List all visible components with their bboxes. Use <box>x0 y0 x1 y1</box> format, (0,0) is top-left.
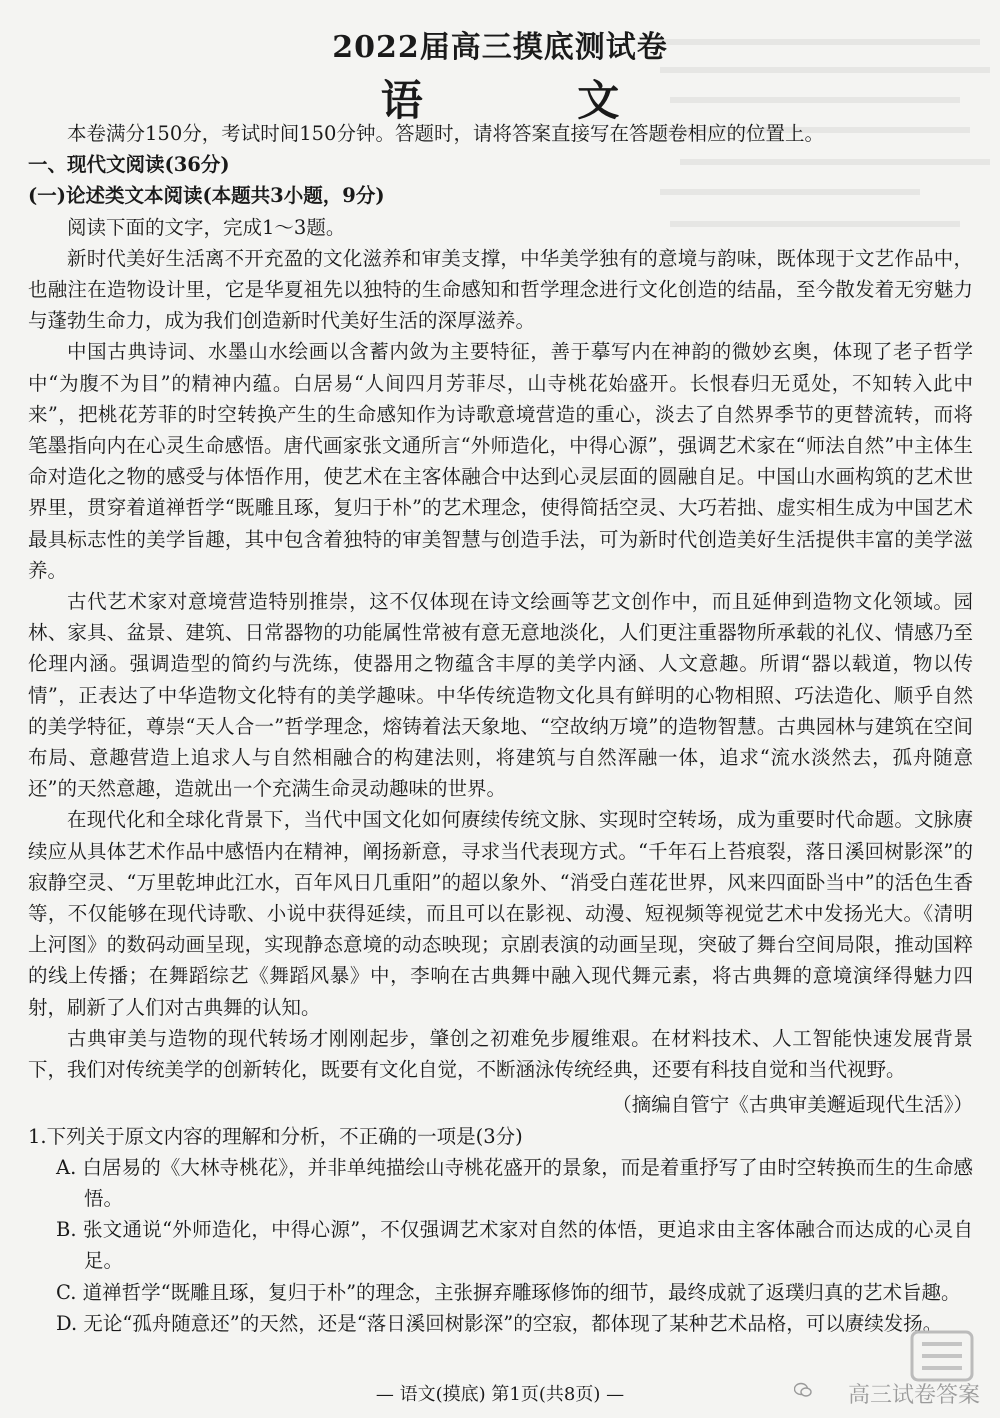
subject-title: 语 文 <box>380 76 690 125</box>
watermark-label: 高三试卷答案 <box>847 1383 980 1408</box>
section-heading: 一、现代文阅读(36分) <box>28 153 230 177</box>
passage-paragraph: 新时代美好生活离不开充盈的文化滋养和审美支撑，中华美学独有的意境与韵味，既体现于文艺作品中，也融注在造物设计里，它是华夏祖先以独特的生命感知和哲学理念进行文化创造的结晶，至今散发着无穷魅力与蓬勃生命力，成为我们创造新时代美好生活的深厚滋养。 <box>28 246 973 333</box>
passage-source: （摘编自管宁《古典审美邂逅现代生活》） <box>612 1093 973 1117</box>
exam-title: 2022届高三摸底测试卷 <box>332 30 668 65</box>
passage-paragraph: 古典审美与造物的现代转场才刚刚起步，肇创之初难免步履维艰。在材料技术、人工智能快速发展背景下，我们对传统美学的创新转化，既要有文化自觉，不断涵泳传统经典，还要有科技自觉和当代视野。 <box>28 1026 973 1082</box>
question-stem: 1.下列关于原文内容的理解和分析，不正确的一项是(3分) <box>28 1124 523 1148</box>
wechat-icon <box>794 1382 812 1398</box>
page-footer: — 语文(摸底) 第1页(共8页) — <box>375 1384 625 1405</box>
passage-paragraph: 在现代化和全球化背景下，当代中国文化如何赓续传统文脉、实现时空转场，成为重要时代命题。文脉赓续应从具体艺术作品中感悟内在精神，阐扬新意，寻求当代表现方式。“千年石上苔痕裂，落日溪回树影深”的寂静空灵、“万里乾坤此江水，百年风日几重阳”的超以象外、“消受白莲花世界，风来四面卧当中”的活色生香等，不仅能够在现代诗歌、小说中获得延续，而且可以在影视、动漫、短视频等视觉艺术中发扬光大。《清明上河图》的数码动画呈现，实现静态意境的动态映现；京剧表演的动画呈现，突破了舞台空间局限，推动国粹的线上传播；在舞蹈综艺《舞蹈风暴》中，李响在古典舞中融入现代舞元素，将古典舞的意境演绎得魅力四射，刷新了人们对古典舞的认知。 <box>28 808 973 1019</box>
question-option-b: B. 张文通说“外师造化，中得心源”，不仅强调艺术家对自然的体悟，更追求由主客体融合而达成的心灵自足。 <box>56 1218 973 1273</box>
subsection-heading: (一)论述类文本阅读(本题共3小题，9分) <box>28 184 385 208</box>
instructions: 本卷满分150分，考试时间150分钟。答题时，请将答案直接写在答题卷相应的位置上。 <box>67 122 824 145</box>
exam-body <box>28 118 973 1339</box>
question-option-a: A. 白居易的《大林寺桃花》，并非单纯描绘山寺桃花盛开的景象，而是着重抒写了由时空转换而生的生命感悟。 <box>56 1155 973 1210</box>
reading-prompt: 阅读下面的文字，完成1～3题。 <box>67 215 346 239</box>
question-option-c: C. 道禅哲学“既雕且琢，复归于朴”的理念，主张摒弃雕琢修饰的细节，最终成就了返璞归真的艺术旨趣。 <box>56 1280 961 1304</box>
question-option-d: D. 无论“孤舟随意还”的天然，还是“落日溪回树影深”的空寂，都体现了某种艺术品格，可以赓续发扬。 <box>56 1311 943 1335</box>
passage-paragraph: 古代艺术家对意境营造特别推崇，这不仅体现在诗文绘画等艺文创作中，而且延伸到造物文化领域。园林、家具、盆景、建筑、日常器物的功能属性常被有意无意地淡化，人们更注重器物所承载的礼仪、情感乃至伦理内涵。强调造型的简约与洗练，使器用之物蕴含丰厚的美学内涵、人文意趣。所谓“器以载道，物以传情”，正表达了中华造物文化特有的美学趣味。中华传统造物文化具有鲜明的心物相照、巧法造化、顺乎自然的美学特征，尊崇“天人合一”哲学理念，熔铸着法天象地、“空故纳万境”的造物智慧。古典园林与建筑在空间布局、意趣营造上追求人与自然相融合的构建法则，将建筑与自然浑融一体，追求“流水淡然去，孤舟随意还”的天然意趣，造就出一个充满生命灵动趣味的世界。 <box>28 590 973 801</box>
passage-paragraph: 中国古典诗词、水墨山水绘画以含蓄内敛为主要特征，善于摹写内在神韵的微妙玄奥，体现了老子哲学中“为腹不为目”的精神内蕴。白居易“人间四月芳菲尽，山寺桃花始盛开。长恨春归无觅处，不知转入此中来”，把桃花芳菲的时空转换产生的生命感知作为诗歌意境营造的重心，淡去了自然界季节的更替流转，而将笔墨指向内在心灵生命感悟。唐代画家张文通所言“外师造化，中得心源”，强调艺术家在“师法自然”中主体生命对造化之物的感受与体悟作用，使艺术在主客体融合中达到心灵层面的圆融自足。中国山水画构筑的艺术世界里，贯穿着道禅哲学“既雕且琢，复归于朴”的艺术理念，使得简括空灵、大巧若拙、虚实相生成为中国艺术最具标志性的美学旨趣，其中包含着独特的审美智慧与创造手法，可为新时代创造美好生活提供丰富的美学滋养。 <box>28 340 973 582</box>
